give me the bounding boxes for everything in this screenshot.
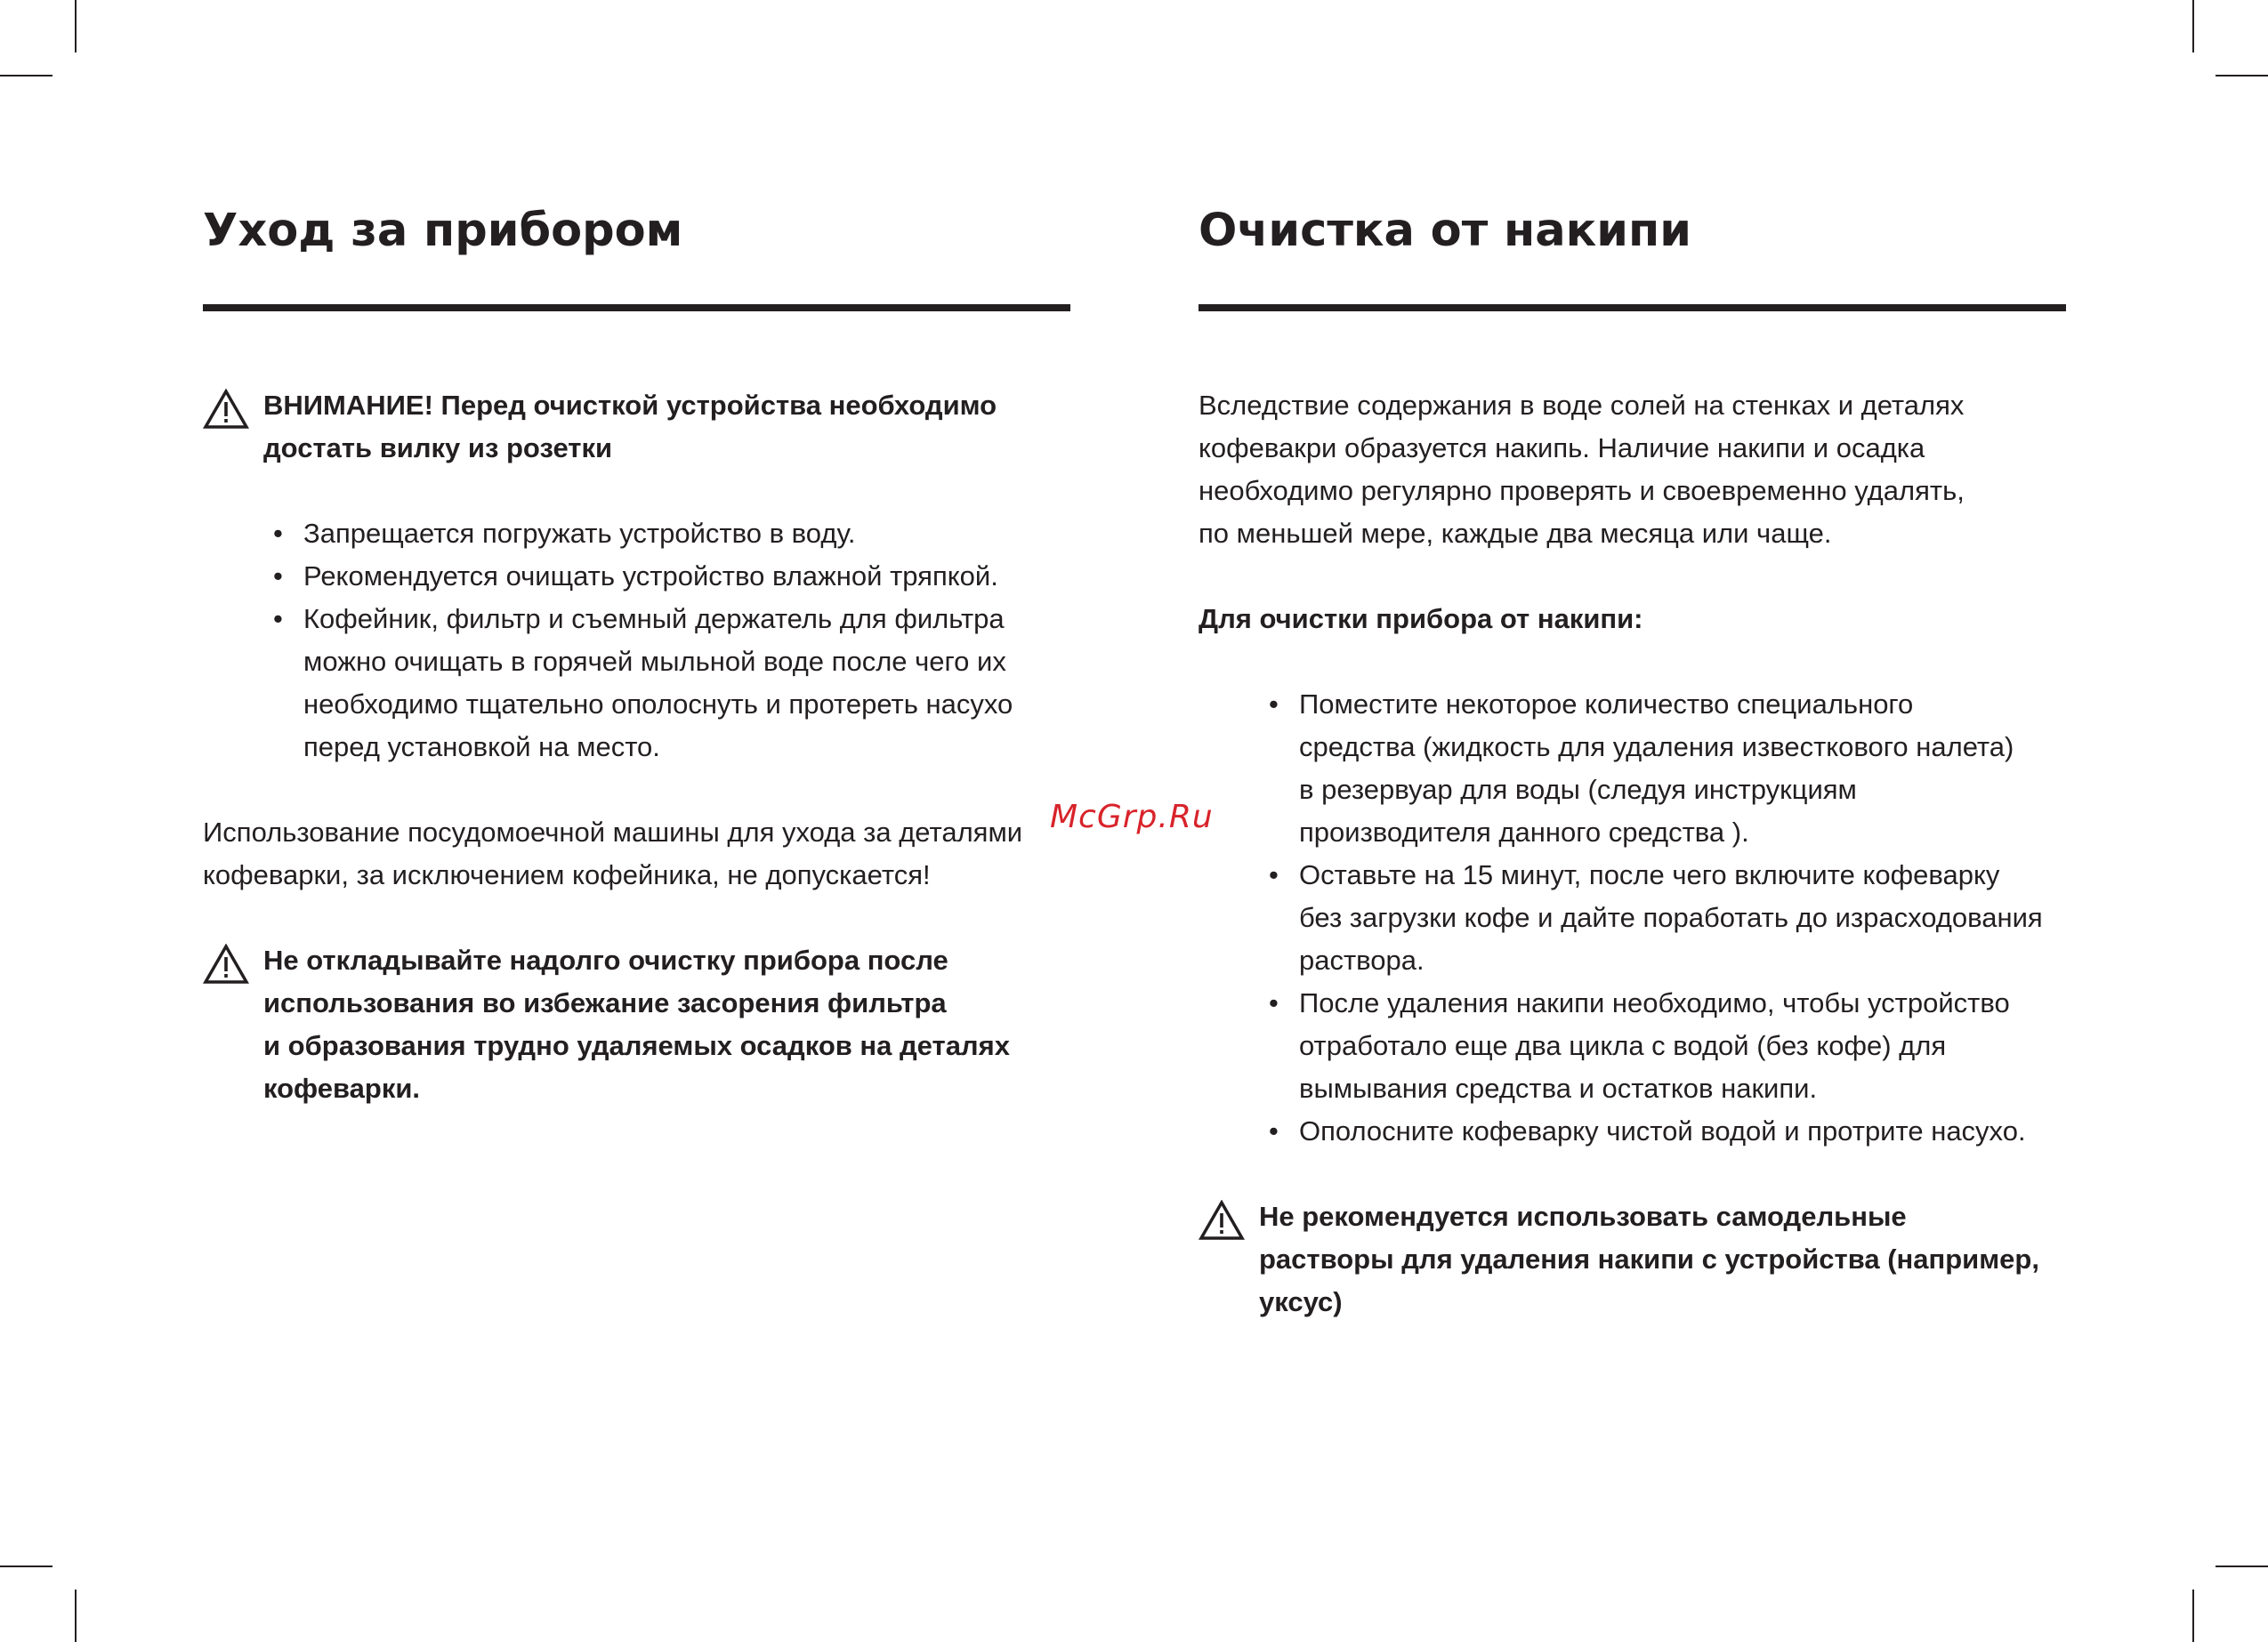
descaling-section (1199, 196, 2066, 1324)
warning-line: ВНИМАНИЕ! Перед очисткой устройства необходимо (263, 390, 997, 421)
paragraph-line: Использование посудомоечной машины для ухода за деталями (203, 817, 1023, 848)
warning-line: кофеварки. (263, 1073, 421, 1104)
list-line: необходимо тщательно ополоснуть и протереть насухо (303, 688, 1013, 720)
bullet: • (273, 603, 283, 634)
list-line: Кофейник, фильтр и съемный держатель для фильтра (303, 603, 1005, 634)
list-line: перед установкой на место. (303, 731, 660, 762)
list-line: вымывания средства и остатков накипи. (1299, 1073, 1818, 1104)
crop-mark (0, 1566, 52, 1567)
list-line: Запрещается погружать устройство в воду. (303, 518, 856, 549)
list-line: Ополосните кофеварку чистой водой и протрите насухо. (1299, 1115, 2026, 1147)
care-section (203, 196, 1070, 1110)
list-line: Рекомендуется очищать устройство влажной тряпкой. (303, 560, 998, 592)
descaling-title: Очистка от накипи (1199, 205, 1692, 257)
list-item (273, 555, 1070, 598)
bullet: • (1269, 688, 1279, 720)
warning-line: Не рекомендуется использовать самодельные (1259, 1201, 1907, 1232)
unplug-warning (203, 384, 1070, 470)
warning-icon (203, 944, 249, 985)
crop-mark (75, 0, 77, 52)
warning-line: достать вилку из розетки (263, 432, 613, 463)
crop-mark (0, 75, 52, 76)
warning-line: растворы для удаления накипи с устройства (например, (1259, 1244, 2039, 1275)
descaling-bullets (1199, 683, 2066, 1153)
bullet: • (273, 560, 283, 592)
list-item (1269, 854, 2066, 982)
title-rule (1199, 304, 2066, 311)
watermark: McGrp.Ru (1050, 799, 1214, 835)
list-line: можно очищать в горячей мыльной воде после чего их (303, 646, 1006, 677)
crop-mark (2192, 0, 2194, 52)
descaling-intro (1199, 384, 2066, 555)
bullet: • (1269, 1115, 1279, 1147)
list-item (273, 512, 1070, 555)
list-line: Оставьте на 15 минут, после чего включите кофеварку (1299, 859, 2000, 890)
list-line: средства (жидкость для удаления известкового налета) (1299, 731, 2014, 762)
list-line: раствора. (1299, 945, 1425, 976)
warning-line: Не откладывайте надолго очистку прибора после (263, 945, 948, 976)
title-rule (203, 304, 1070, 311)
descaling-subheading: Для очистки прибора от накипи: (1199, 603, 1643, 634)
bullet: • (1269, 987, 1279, 1018)
dishwasher-note (203, 811, 1070, 897)
homemade-solution-warning (1199, 1195, 2066, 1324)
list-item (273, 598, 1070, 769)
cleaning-delay-warning (203, 939, 1070, 1110)
list-line: Поместите некоторое количество специального (1299, 688, 1914, 720)
list-line: После удаления накипи необходимо, чтобы устройство (1299, 987, 2010, 1018)
paragraph-line: Вследствие содержания в воде солей на стенках и деталях (1199, 390, 1965, 421)
warning-line: и образования трудно удаляемых осадков на деталях (263, 1030, 1010, 1061)
warning-line: уксус) (1259, 1286, 1343, 1317)
list-item (1269, 683, 2066, 854)
crop-mark (75, 1590, 77, 1642)
care-bullets (203, 512, 1070, 769)
crop-mark (2216, 1566, 2268, 1567)
crop-mark (2192, 1590, 2194, 1642)
warning-icon (203, 389, 249, 430)
list-line: без загрузки кофе и дайте поработать до израсходования (1299, 902, 2043, 933)
paragraph-line: по меньшей мере, каждые два месяца или чаще. (1199, 518, 1832, 549)
crop-mark (2216, 75, 2268, 76)
paragraph-line: кофеварки, за исключением кофейника, не допускается! (203, 859, 931, 890)
bullet: • (1269, 859, 1279, 890)
list-item (1269, 982, 2066, 1110)
care-title: Уход за прибором (203, 205, 683, 257)
list-line: в резервуар для воды (следуя инструкциям (1299, 774, 1857, 805)
list-line: производителя данного средства ). (1299, 817, 1749, 848)
bullet: • (273, 518, 283, 549)
warning-icon (1199, 1200, 1245, 1241)
warning-line: использования во избежание засорения фильтра (263, 987, 947, 1018)
paragraph-line: кофевакри образуется накипь. Наличие накипи и осадка (1199, 432, 1925, 463)
list-item (1269, 1110, 2066, 1153)
list-line: отработало еще два цикла с водой (без кофе) для (1299, 1030, 1947, 1061)
paragraph-line: необходимо регулярно проверять и своевременно удалять, (1199, 475, 1965, 506)
